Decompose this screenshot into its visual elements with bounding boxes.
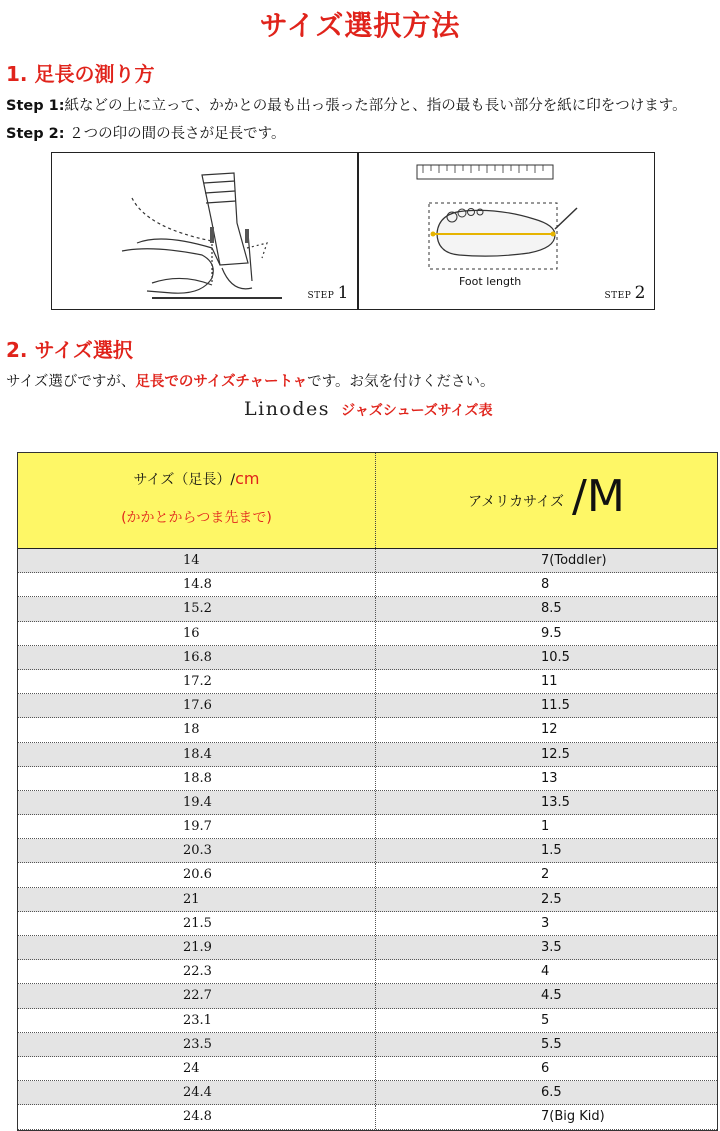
cell-foot-length: 24 (18, 1057, 376, 1080)
step2-text (6, 122, 285, 143)
cell-foot-length: 17.6 (18, 694, 376, 717)
step1-illustration (51, 152, 358, 310)
table-row (18, 815, 717, 839)
cell-us-size: 3.5 (541, 940, 562, 955)
cell-us-size: 4 (541, 964, 550, 980)
cell-foot-length: 16 (18, 622, 376, 645)
size-note-emphasis: 足長でのサイズチャートャ (135, 374, 308, 390)
table-row (18, 743, 717, 767)
cell-us-size: 8.5 (541, 601, 562, 617)
table-body (18, 549, 717, 1130)
cell-foot-length: 17.2 (18, 670, 376, 693)
cell-us-size: 7(Big Kid) (541, 1109, 605, 1125)
cell-foot-length: 21.9 (18, 936, 376, 959)
step2-badge (605, 283, 647, 303)
table-row (18, 622, 717, 646)
step1-description: 紙などの上に立って、かかとの最も出っ張った部分と、指の最も長い部分を紙に印をつけます。 (64, 98, 687, 114)
cell-foot-length: 22.7 (18, 984, 376, 1007)
step1-text (6, 94, 687, 115)
cell-foot-length: 18.4 (18, 743, 376, 766)
cell-foot-length: 21.5 (18, 912, 376, 935)
table-row (18, 1105, 717, 1129)
cell-us-size: 4.5 (541, 988, 562, 1004)
foot-length-label: Foot length (459, 275, 522, 288)
section1-heading: 1. 足長の測り方 (6, 62, 155, 86)
table-row (18, 646, 717, 670)
cell-us-size: 10.5 (541, 649, 570, 665)
header-col-us (376, 453, 717, 548)
cell-us-size: 2 (541, 867, 550, 883)
size-note-suffix: です。お気を付けください。 (307, 374, 495, 390)
header-col-cm-label: サイズ（足長）/ (133, 472, 236, 488)
table-row (18, 694, 717, 718)
cell-us-size: 12 (541, 722, 558, 738)
step2-illustration (358, 152, 655, 310)
cell-foot-length: 19.4 (18, 791, 376, 814)
step2-badge-number: 2 (634, 283, 646, 303)
step1-badge-number: 1 (337, 283, 349, 303)
chart-title: ジャズシューズサイズ表 (341, 403, 493, 419)
cell-foot-length: 19.7 (18, 815, 376, 838)
cell-us-size: 13 (541, 770, 558, 786)
cell-foot-length: 24.4 (18, 1081, 376, 1104)
section2-heading: 2. サイズ選択 (6, 338, 133, 362)
table-row (18, 960, 717, 984)
cell-foot-length: 21 (18, 888, 376, 911)
cell-us-size: 12.5 (541, 746, 570, 762)
table-row (18, 1033, 717, 1057)
header-col-us-label: アメリカサイズ (468, 493, 565, 510)
table-row (18, 984, 717, 1008)
table-row (18, 888, 717, 912)
cell-us-size: 9.5 (541, 625, 562, 641)
cell-foot-length: 18 (18, 718, 376, 741)
cell-us-size: 5 (541, 1012, 550, 1028)
size-chart-table (17, 452, 718, 1131)
cell-us-size: 7(Toddler) (541, 553, 607, 568)
cell-us-size: 11 (541, 673, 558, 689)
cell-us-size: 1 (541, 819, 550, 835)
table-row (18, 1081, 717, 1105)
cell-us-size: 2.5 (541, 891, 562, 907)
cell-foot-length: 18.8 (18, 767, 376, 790)
step2-badge-label: STEP (604, 291, 632, 301)
table-row (18, 718, 717, 742)
cell-foot-length: 14.8 (18, 573, 376, 596)
cell-us-size: 13.5 (541, 794, 570, 810)
step2-label: Step 2: (6, 126, 65, 142)
cell-foot-length: 23.1 (18, 1009, 376, 1032)
size-note-prefix: サイズ選びですが、 (6, 374, 136, 390)
cell-foot-length: 20.3 (18, 839, 376, 862)
cell-us-size: 8 (541, 577, 550, 593)
header-col-cm-unit: cm (235, 469, 260, 488)
table-row (18, 767, 717, 791)
cell-us-size: 11.5 (541, 698, 570, 714)
table-row (18, 912, 717, 936)
cell-us-size: 1.5 (541, 843, 562, 859)
header-col-cm (18, 453, 376, 548)
cell-foot-length: 23.5 (18, 1033, 376, 1056)
cell-us-size: 3 (541, 915, 550, 931)
table-row (18, 549, 717, 573)
chart-caption (244, 398, 492, 420)
table-row (18, 670, 717, 694)
page-title: サイズ選択方法 (259, 9, 461, 42)
step1-badge (308, 283, 350, 303)
cell-foot-length: 20.6 (18, 863, 376, 886)
step1-badge-label: STEP (307, 291, 335, 301)
header-col-cm-note: (かかとからつま先まで) (121, 510, 272, 526)
cell-foot-length: 14 (18, 549, 376, 572)
header-col-us-unit: /M (572, 471, 625, 522)
step2-description: ２つの印の間の長さが足長です。 (69, 126, 286, 142)
table-row (18, 1009, 717, 1033)
table-row (18, 936, 717, 960)
cell-us-size: 6 (541, 1060, 550, 1076)
cell-us-size: 5.5 (541, 1036, 562, 1052)
cell-us-size: 6.5 (541, 1085, 562, 1101)
table-row (18, 597, 717, 621)
size-note (6, 370, 494, 391)
cell-foot-length: 24.8 (18, 1105, 376, 1128)
cell-foot-length: 15.2 (18, 597, 376, 620)
table-header (18, 453, 717, 549)
table-row (18, 791, 717, 815)
step1-label: Step 1: (6, 98, 65, 114)
table-row (18, 863, 717, 887)
cell-foot-length: 22.3 (18, 960, 376, 983)
table-row (18, 573, 717, 597)
cell-foot-length: 16.8 (18, 646, 376, 669)
table-row (18, 1057, 717, 1081)
brand-name: Linodes (244, 398, 331, 420)
table-row (18, 839, 717, 863)
